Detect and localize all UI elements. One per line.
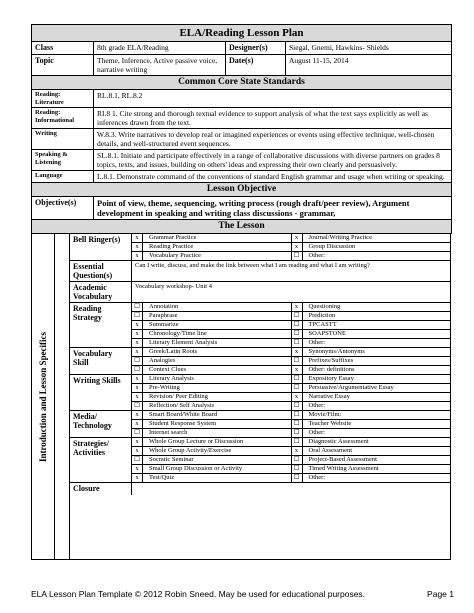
- checked-mark[interactable]: x: [132, 339, 143, 347]
- checklist-item: [132, 411, 291, 420]
- checklist-item-label: Movie/Film:: [308, 411, 342, 418]
- checklist-item-label: Annotation: [149, 303, 179, 310]
- lesson-row-text: Vocabulary workshop- Unit 4: [135, 283, 212, 290]
- checklist-item: [292, 420, 451, 429]
- checklist-item-label: Group Discussion: [308, 243, 356, 250]
- date-label: Date(s): [226, 55, 286, 76]
- checklist-item: [132, 456, 291, 465]
- checklist-item-label: Vocabulary Practice: [149, 252, 202, 259]
- checklist-item: [132, 330, 291, 339]
- date-value: August 11-15, 2014: [286, 55, 452, 76]
- checklist-item-label: Socratic Seminar: [149, 456, 194, 463]
- checklist-item: [292, 411, 451, 420]
- checklist-item-label: Revision/ Peer Editing: [149, 393, 208, 400]
- checklist-item: [292, 234, 451, 243]
- checked-mark[interactable]: x: [292, 393, 303, 401]
- checklist-item-label: Chronology/Time line: [149, 330, 207, 337]
- empty-checkbox[interactable]: ☐: [292, 330, 303, 338]
- checklist-item: [132, 252, 291, 260]
- empty-checkbox[interactable]: ☐: [292, 384, 303, 392]
- checklist-item-label: Whole Group Lecture or Discussion: [149, 438, 244, 445]
- checklist-item: [132, 393, 291, 402]
- empty-checkbox[interactable]: ☐: [292, 357, 303, 365]
- checklist-item-label: Persuasive/Argumentative Essay: [308, 384, 394, 391]
- bell-ringer-row: [70, 234, 450, 261]
- checklist-item: [292, 348, 451, 357]
- empty-checkbox[interactable]: ☐: [292, 312, 303, 320]
- checked-mark[interactable]: x: [132, 234, 143, 242]
- objective-label: Objective(s): [32, 197, 94, 220]
- checklist-item-label: Expository Essay: [308, 375, 354, 382]
- checked-mark[interactable]: x: [132, 252, 143, 260]
- page-title: ELA/Reading Lesson Plan: [32, 25, 452, 42]
- checklist-item: [292, 429, 451, 437]
- checked-mark[interactable]: x: [132, 393, 143, 401]
- empty-checkbox[interactable]: ☐: [292, 402, 303, 410]
- lesson-row-label: Vocabulary Skill: [70, 348, 132, 374]
- class-label: Class: [32, 42, 94, 55]
- checklist-item-label: Whole Group Activity/Exercise: [149, 447, 232, 454]
- lesson-row-label: Reading Strategy: [70, 303, 132, 347]
- checklist-item: [132, 429, 291, 437]
- lesson-plan-page: [31, 24, 451, 560]
- header-table: [31, 24, 452, 234]
- checklist-item-label: Synonyms/Antonyms: [308, 348, 365, 355]
- empty-checkbox[interactable]: ☐: [292, 420, 303, 428]
- checked-mark[interactable]: x: [292, 303, 303, 311]
- checklist-item: [292, 465, 451, 474]
- checklist-item-label: Smart Board/White Board: [149, 411, 218, 418]
- checklist-item: [132, 375, 291, 384]
- checked-mark[interactable]: x: [132, 474, 143, 482]
- checklist-item-label: Prefixes/Suffixes: [308, 357, 354, 364]
- checklist-item-label: Grammar Practice: [149, 234, 197, 241]
- right-options-column: [291, 234, 451, 260]
- footer-copyright: ELA Lesson Plan Template © 2012 Robin Sneed. May be used for educational purposes.: [31, 589, 366, 599]
- lesson-row-text: Can I write, discuss, and make the link between what I am reading and what I am writing?: [135, 262, 370, 269]
- right-options-column: [291, 411, 451, 437]
- writing-skills-row: [70, 375, 450, 411]
- objective-heading: Lesson Objective: [32, 183, 452, 197]
- standard-label: Reading: Literature: [32, 90, 94, 108]
- checklist-item-label: Literary Element Analysis: [149, 339, 218, 346]
- closure-row: [70, 483, 450, 495]
- checklist-item: [132, 474, 291, 482]
- checklist-item: [132, 402, 291, 410]
- checked-mark[interactable]: x: [292, 447, 303, 455]
- checklist-item-label: Other:: [308, 339, 326, 346]
- checklist-item: [132, 465, 291, 474]
- checklist-item-label: Other:: [308, 252, 326, 259]
- lesson-heading: The Lesson: [32, 220, 452, 234]
- checklist-item: [132, 303, 291, 312]
- checklist-item-label: Paraphrase: [149, 312, 178, 319]
- checklist-item-label: Test/Quiz: [149, 474, 175, 481]
- checklist-item: [132, 384, 291, 393]
- empty-checkbox[interactable]: ☐: [292, 321, 303, 329]
- topic-label: Topic: [32, 55, 94, 76]
- checklist-item-label: Teacher Website: [308, 420, 352, 427]
- checklist-item: [132, 357, 291, 366]
- class-value: 8th grade ELA/Reading: [94, 42, 226, 55]
- empty-checkbox[interactable]: ☐: [292, 429, 303, 437]
- lesson-row-label: Strategies/ Activities: [70, 438, 132, 482]
- media-technology-row: [70, 411, 450, 438]
- page-footer: [31, 589, 454, 599]
- checked-mark[interactable]: x: [132, 411, 143, 419]
- checked-mark[interactable]: x: [132, 465, 143, 473]
- checklist-item: [292, 375, 451, 384]
- strategies-activities-row: [70, 438, 450, 483]
- lesson-row-label: Writing Skills: [70, 375, 132, 410]
- checklist-item-label: Other: definitions: [308, 366, 355, 373]
- checklist-item-label: Pre-Writing: [149, 384, 180, 391]
- standard-label: Speaking & Listening: [32, 150, 94, 171]
- right-options-column: [291, 438, 451, 482]
- checklist-item-label: Greek/Latin Roots: [149, 348, 198, 355]
- right-options-column: [291, 303, 451, 347]
- academic-vocabulary-row: [70, 282, 450, 303]
- standard-text: L.8.1. Demonstrate command of the conventions of standard English grammar and usage when writing or speaking.: [94, 171, 452, 183]
- checklist-item-label: Oral Assessment: [308, 447, 353, 454]
- empty-checkbox[interactable]: ☐: [132, 402, 143, 410]
- designer-label: Designer(s): [226, 42, 286, 55]
- vocabulary-skill-row: [70, 348, 450, 375]
- checked-mark[interactable]: x: [132, 321, 143, 329]
- checklist-item-label: Questioning: [308, 303, 341, 310]
- checklist-item-label: Reflection/ Self Analysis: [149, 402, 214, 409]
- left-options-column: [132, 303, 291, 347]
- reading-strategy-row: [70, 303, 450, 348]
- checklist-item: [292, 384, 451, 393]
- checked-mark[interactable]: x: [132, 447, 143, 455]
- standard-label: Reading: Informational: [32, 108, 94, 129]
- checklist-item: [292, 366, 451, 374]
- checklist-item: [292, 243, 451, 252]
- page-number: Page 1: [427, 589, 454, 599]
- lesson-rows: [70, 234, 450, 559]
- left-options-column: [132, 375, 291, 410]
- standard-text: RI.8 1. Cite strong and thorough textual evidence to support analysis of what the text says explicitly as well as inferences drawn from the text.: [94, 108, 452, 129]
- checklist-item-label: Context Clues: [149, 366, 187, 373]
- empty-checkbox[interactable]: ☐: [292, 474, 303, 482]
- checklist-item-label: Student Response System: [149, 420, 217, 427]
- checked-mark[interactable]: x: [132, 243, 143, 251]
- checklist-item-label: Other:: [308, 474, 326, 481]
- empty-checkbox[interactable]: ☐: [292, 411, 303, 419]
- checklist-item: [132, 339, 291, 347]
- checked-mark[interactable]: x: [132, 420, 143, 428]
- checklist-item: [132, 447, 291, 456]
- standard-label: Language: [32, 171, 94, 183]
- right-options-column: [291, 348, 451, 374]
- checklist-item-label: Prediction: [308, 312, 336, 319]
- checklist-item-label: Other:: [308, 429, 326, 436]
- lesson-row-label: Essential Question(s): [70, 261, 132, 281]
- checklist-item: [292, 339, 451, 347]
- checked-mark[interactable]: x: [292, 348, 303, 356]
- lesson-row-label: Academic Vocabulary: [70, 282, 132, 302]
- checklist-item: [132, 348, 291, 357]
- checklist-item: [132, 321, 291, 330]
- checklist-item: [292, 357, 451, 366]
- checklist-item-label: Analogies: [149, 357, 176, 364]
- left-options-column: [132, 234, 291, 260]
- checklist-item: [292, 303, 451, 312]
- lesson-row-label: Closure: [70, 483, 132, 495]
- checklist-item: [292, 447, 451, 456]
- left-options-column: [132, 348, 291, 374]
- standard-text: RL.8.1, RL.8.2: [94, 90, 452, 108]
- empty-checkbox[interactable]: ☐: [132, 312, 143, 320]
- topic-value: Theme, Inference, Active passive voice, narrative writing: [94, 55, 226, 76]
- empty-checkbox[interactable]: ☐: [292, 339, 303, 347]
- empty-checkbox[interactable]: ☐: [132, 303, 143, 311]
- empty-checkbox[interactable]: ☐: [292, 438, 303, 446]
- checklist-item-label: Diagnostic Assessment: [308, 438, 369, 445]
- checked-mark[interactable]: x: [132, 375, 143, 383]
- lesson-row-label: Media/ Technology: [70, 411, 132, 437]
- empty-checkbox[interactable]: ☐: [132, 456, 143, 464]
- objective-text: Point of view, theme, sequencing, writing process (rough draft/peer review), Argument development in speaking and writing class discussions - grammar,: [94, 197, 452, 220]
- checklist-item: [292, 393, 451, 402]
- checked-mark[interactable]: x: [132, 384, 143, 392]
- empty-checkbox[interactable]: ☐: [292, 456, 303, 464]
- checklist-item: [292, 474, 451, 482]
- side-label: Introduction and Lesson Specifics: [38, 331, 48, 462]
- checklist-item-label: SOAPSTONE: [308, 330, 346, 337]
- checked-mark[interactable]: x: [132, 438, 143, 446]
- checked-mark[interactable]: x: [292, 366, 303, 374]
- essential-question-row: [70, 261, 450, 282]
- checklist-item: [292, 456, 451, 465]
- checklist-item: [132, 366, 291, 374]
- checklist-item: [132, 438, 291, 447]
- right-options-column: [291, 375, 451, 410]
- lesson-row-label: Bell Ringer(s): [70, 234, 132, 260]
- empty-checkbox[interactable]: ☐: [292, 375, 303, 383]
- empty-checkbox[interactable]: ☐: [132, 429, 143, 437]
- checklist-item-label: Other:: [308, 402, 326, 409]
- standard-text: W.8.3. Write narratives to develop real or imagined experiences or events using effective technique, well-chosen details, and well-structured event sequences.: [94, 129, 452, 150]
- checklist-item-label: Small Group Discussion or Activity: [149, 465, 243, 472]
- standards-heading: Common Core State Standards: [32, 76, 452, 90]
- checklist-item: [132, 234, 291, 243]
- checklist-item-label: Reading Practice: [149, 243, 194, 250]
- checklist-item: [292, 438, 451, 447]
- empty-checkbox[interactable]: ☐: [132, 366, 143, 374]
- checklist-item: [292, 312, 451, 321]
- lesson-section: [31, 234, 451, 560]
- checklist-item: [292, 252, 451, 260]
- checklist-item: [132, 420, 291, 429]
- checklist-item: [292, 321, 451, 330]
- checked-mark[interactable]: x: [292, 243, 303, 251]
- checklist-item-label: Internet search: [149, 429, 188, 436]
- left-options-column: [132, 411, 291, 437]
- empty-checkbox[interactable]: ☐: [292, 252, 303, 260]
- empty-checkbox[interactable]: ☐: [292, 465, 303, 473]
- checklist-item: [132, 312, 291, 321]
- checklist-item-label: Summarize: [149, 321, 179, 328]
- checklist-item-label: Literary Analysis: [149, 375, 194, 382]
- standard-label: Writing: [32, 129, 94, 150]
- empty-checkbox[interactable]: ☐: [132, 357, 143, 365]
- side-label-cell: [32, 234, 55, 559]
- checked-mark[interactable]: x: [132, 330, 143, 338]
- checked-mark[interactable]: x: [292, 234, 303, 242]
- checklist-item: [132, 243, 291, 252]
- checklist-item: [292, 330, 451, 339]
- checked-mark[interactable]: x: [132, 348, 143, 356]
- checklist-item-label: TPCASTT: [308, 321, 337, 328]
- checklist-item: [292, 402, 451, 410]
- designer-value: Siegal, Gnemi, Hawkins- Shields: [286, 42, 452, 55]
- checklist-item-label: Narrative Essay: [308, 393, 350, 400]
- standard-text: SL.8.1. Initiate and participate effectively in a range of collaborative discussions with diverse partners on grades 8 topics, texts, and issues, building on others' ideas and expressing their own clearly and persuasively.: [94, 150, 452, 171]
- checklist-item-label: Journal/Writing Practice: [308, 234, 372, 241]
- checklist-item-label: Project-Based Assessment: [308, 456, 377, 463]
- left-options-column: [132, 438, 291, 482]
- checklist-item-label: Timed Writing Assessment: [308, 465, 379, 472]
